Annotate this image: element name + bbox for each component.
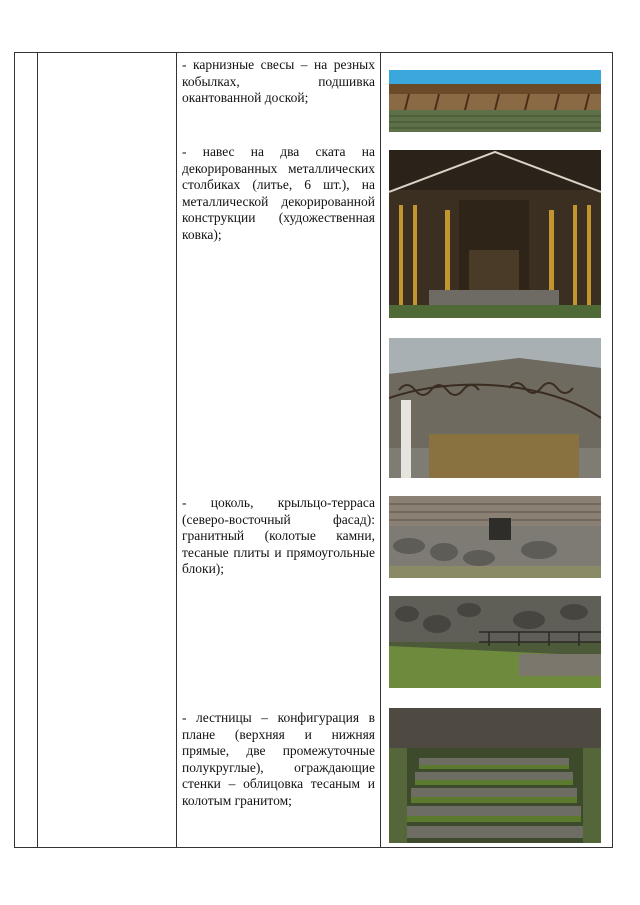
item-canopy-text: - навес на два ската на декорированных металлических столбиках (литье, 6 шт.), на металлической декорированной конструкции (художественная ковка); — [182, 144, 375, 242]
photo-canopy-posts — [389, 150, 601, 318]
photo-retaining-wall — [389, 596, 601, 688]
column-divider — [380, 53, 381, 847]
photo-stairs — [389, 708, 601, 843]
item-stairs-text: - лестницы – конфигурация в плане (верхняя и нижняя прямые, две промежуточные полукруглые), ограждающие стенки – облицовка тесаным и колотым гранитом; — [182, 710, 375, 808]
photo-eaves — [389, 70, 601, 132]
column-divider — [37, 53, 38, 847]
photo-plinth — [389, 496, 601, 578]
photo-canopy-structure — [389, 338, 601, 478]
item-eaves-text: - карнизные свесы – на резных кобылках, подшивка окантованной доской; — [182, 57, 375, 106]
column-divider — [176, 53, 177, 847]
item-plinth-text: - цоколь, крыльцо-терраса (северо-восточный фасад): гранитный (колотые камни, тесаные плиты и прямоугольные блоки); — [182, 495, 375, 577]
